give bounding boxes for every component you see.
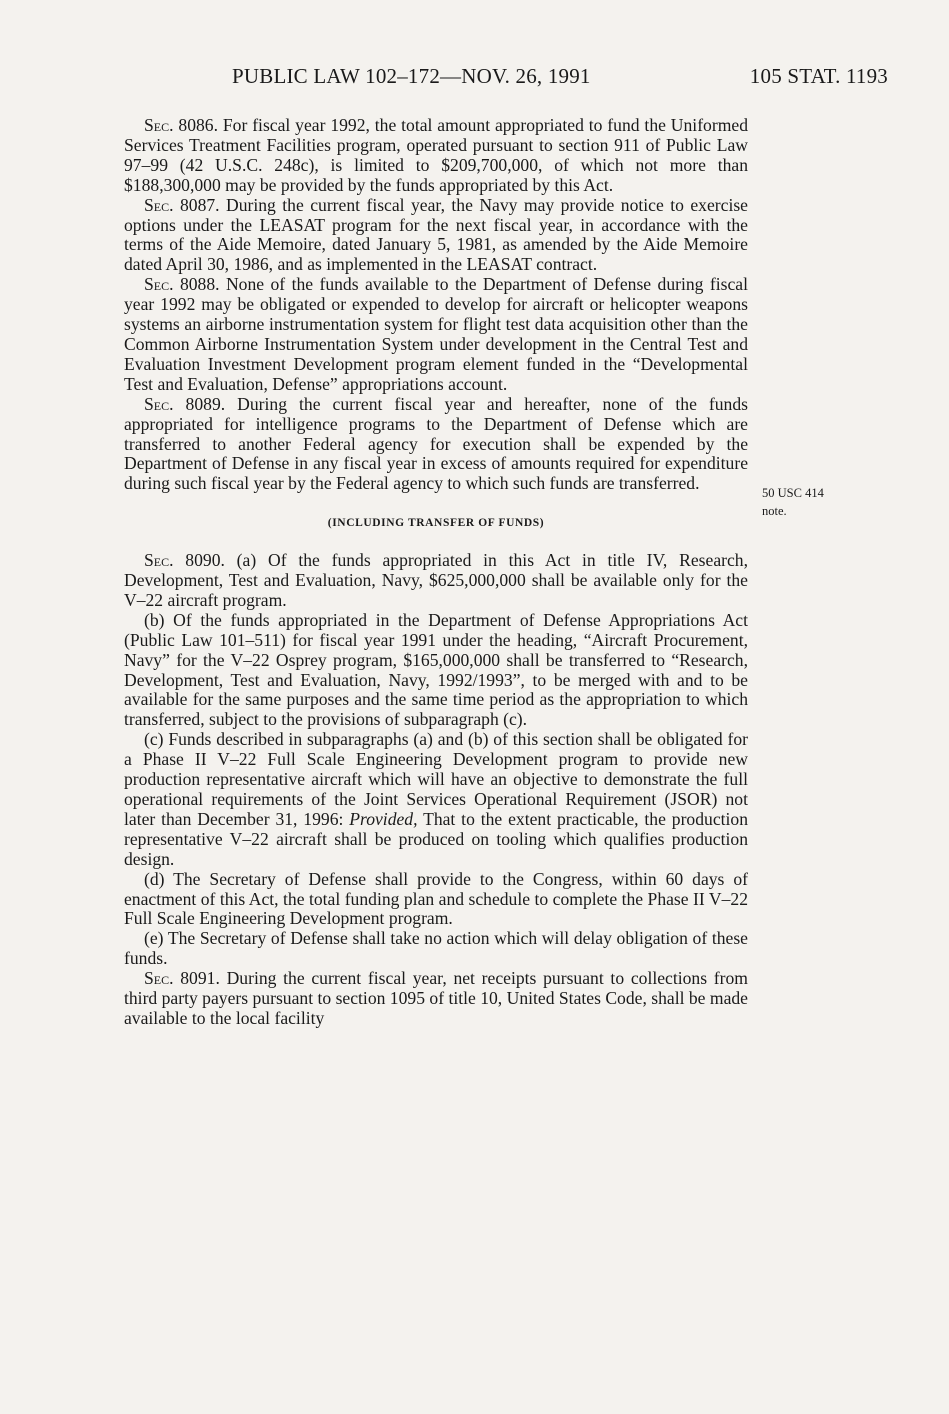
margin-note xyxy=(762,484,862,520)
sec-label: Sec. xyxy=(144,968,174,989)
section-8090-c xyxy=(124,730,748,869)
section-8090-d: (d) The Secretary of Defense shall provide to the Congress, within 60 days of enactment of this Act, the total funding plan and schedule to complete the Phase II V–22 Full Scale Engineering Development program. xyxy=(124,868,748,929)
margin-note-line-2: note. xyxy=(762,504,787,518)
section-8090-a xyxy=(124,551,748,611)
sec-label: Sec. xyxy=(144,274,174,295)
section-8090-b: (b) Of the funds appropriated in the Department of Defense Appropriations Act (Public Law 101–511) for fiscal year 1991 under the heading, “Aircraft Procurement, Navy” for the V–22 Osprey program, $165,000,000 shall be transferred to “Research, Development, Test and Evaluation, Navy, 1992/1993”, to be merged with and to be available for the same purposes and the same time period as the appropriation to which transferred, subject to the provisions of subparagraph (c). xyxy=(124,609,748,730)
section-8089 xyxy=(124,395,748,495)
section-text: 8086. For fiscal year 1992, the total amount appropriated to fund the Uniformed Services Treatment Facilities program, operated pursuant to section 911 of Public Law 97–99 (42 U.S.C. 248c), is limited to $209,700,000, of which not more than $188,300,000 may be provided by the funds appropriated by this Act. xyxy=(124,115,748,195)
document-body xyxy=(124,116,748,1029)
section-text: 8089. During the current fiscal year and hereafter, none of the funds appropriated for intelligence programs to the Department of Defense which are transferred to another Federal agency for execution shall be expended by the Department of Defense in any fiscal year in excess of amounts required for expenditure during such fiscal year by the Federal agency to which such funds are transferred. xyxy=(124,393,748,494)
center-heading: (INCLUDING TRANSFER OF FUNDS) xyxy=(327,517,545,530)
section-text: (c) Funds described in subparagraphs (a) and (b) of this section shall be obligated for a Phase II V–22 Full Scale Engineering Development program to provide new production representative aircraft which will have an objective to demonstrate the full operational requirements of the Joint Services Operational Requirement (JSOR) not later than December 31, 1996: xyxy=(124,729,748,829)
section-text: 8091. During the current fiscal year, net receipts pursuant to collections from third party payers pursuant to section 1095 of title 10, United States Code, shall be made available to the local facility xyxy=(124,968,748,1028)
header-page-number: 105 STAT. 1193 xyxy=(749,64,888,88)
sec-label: Sec. xyxy=(144,393,174,414)
margin-note-line-1: 50 USC 414 xyxy=(762,486,824,500)
header-title: PUBLIC LAW 102–172—NOV. 26, 1991 xyxy=(232,64,591,88)
provided-term: Provided, xyxy=(349,808,418,829)
sec-label: Sec. xyxy=(144,115,174,135)
section-text: 8087. During the current fiscal year, the Navy may provide notice to exercise options under the LEASAT program for the next fiscal year, in accordance with the terms of the Aide Memoire, dated January 5, 1981, as amended by the Aide Memoire dated April 30, 1986, and as implemented in the LEASAT contract. xyxy=(124,194,748,275)
section-8086 xyxy=(124,116,748,196)
section-8090-e: (e) The Secretary of Defense shall take no action which will delay obligation of these funds. xyxy=(124,928,748,969)
section-8091 xyxy=(124,969,748,1029)
sec-label: Sec. xyxy=(144,550,174,571)
section-8087 xyxy=(124,196,748,276)
section-8088 xyxy=(124,275,748,394)
section-text: 8088. None of the funds available to the Department of Defense during fiscal year 1992 may be obligated or expended to develop for aircraft or helicopter weapons systems an airborne instrumentation system for flight test data acquisition other than the Common Airborne Instrumentation System under development in the Central Test and Evaluation Investment Development program element funded in the “Developmental Test and Evaluation, Defense” appropriations account. xyxy=(124,274,748,394)
sec-label: Sec. xyxy=(144,194,174,215)
section-text-after: That to the extent practicable, the production representative V–22 aircraft shall be produced on tooling which qualifies production design. xyxy=(124,808,748,869)
section-text: 8090. (a) Of the funds appropriated in this Act in title IV, Research, Development, Test and Evaluation, Navy, $625,000,000 shall be available only for the V–22 aircraft program. xyxy=(124,550,748,610)
